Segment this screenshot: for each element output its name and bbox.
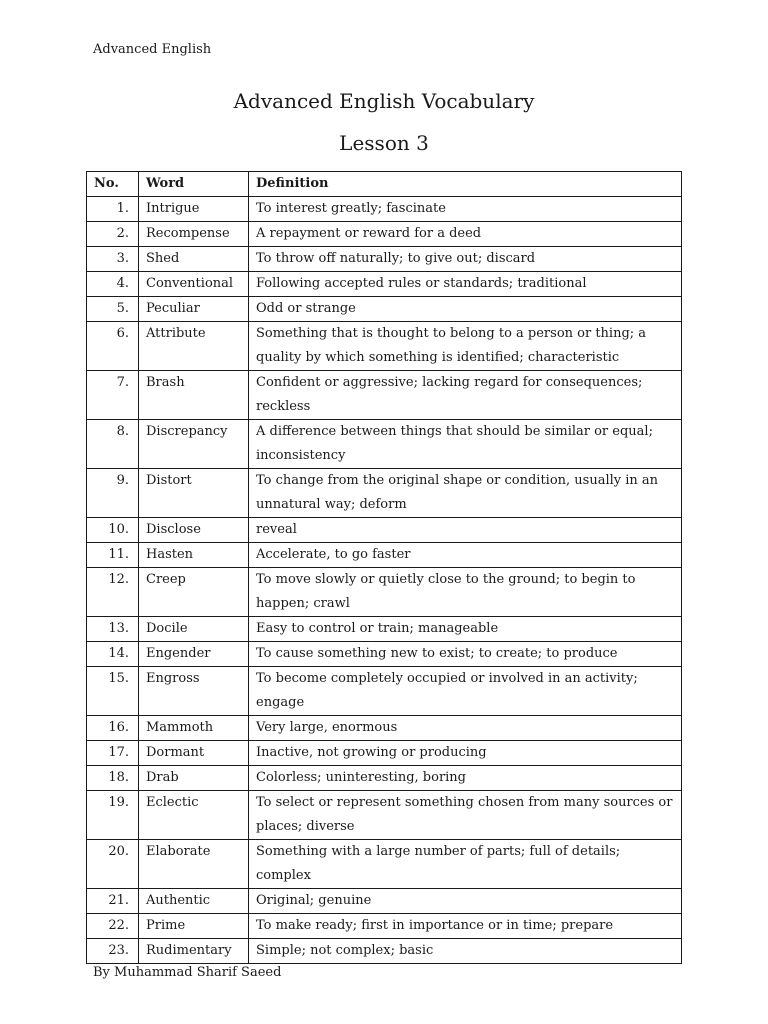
word-definition: Following accepted rules or standards; traditional	[249, 272, 682, 297]
page-footer: By Muhammad Sharif Saeed	[93, 965, 282, 980]
vocabulary-word: Peculiar	[139, 297, 249, 322]
column-header-word: Word	[139, 172, 249, 197]
vocabulary-word: Brash	[139, 371, 249, 420]
vocabulary-word: Discrepancy	[139, 420, 249, 469]
vocabulary-word: Rudimentary	[139, 939, 249, 964]
table-row	[87, 617, 682, 642]
table-header-row	[87, 172, 682, 197]
vocabulary-word: Intrigue	[139, 197, 249, 222]
word-definition: To cause something new to exist; to create; to produce	[249, 642, 682, 667]
row-number: 11.	[87, 543, 139, 568]
row-number: 12.	[87, 568, 139, 617]
row-number: 19.	[87, 791, 139, 840]
vocabulary-table	[86, 171, 682, 964]
table-row	[87, 469, 682, 518]
row-number: 16.	[87, 716, 139, 741]
column-header-definition: Definition	[249, 172, 682, 197]
word-definition: To become completely occupied or involved in an activity; engage	[249, 667, 682, 716]
word-definition: To select or represent something chosen from many sources or places; diverse	[249, 791, 682, 840]
row-number: 7.	[87, 371, 139, 420]
vocabulary-word: Distort	[139, 469, 249, 518]
row-number: 8.	[87, 420, 139, 469]
table-row	[87, 791, 682, 840]
vocabulary-word: Engross	[139, 667, 249, 716]
lesson-subtitle: Lesson 3	[339, 131, 429, 155]
table-row	[87, 518, 682, 543]
vocabulary-word: Attribute	[139, 322, 249, 371]
table-row	[87, 914, 682, 939]
vocabulary-word: Recompense	[139, 222, 249, 247]
vocabulary-word: Conventional	[139, 272, 249, 297]
table-row	[87, 716, 682, 741]
word-definition: reveal	[249, 518, 682, 543]
word-definition: To make ready; first in importance or in time; prepare	[249, 914, 682, 939]
word-definition: Very large, enormous	[249, 716, 682, 741]
vocabulary-word: Drab	[139, 766, 249, 791]
table-row	[87, 222, 682, 247]
row-number: 1.	[87, 197, 139, 222]
vocabulary-word: Shed	[139, 247, 249, 272]
word-definition: Confident or aggressive; lacking regard for consequences; reckless	[249, 371, 682, 420]
table-row	[87, 371, 682, 420]
vocabulary-word: Engender	[139, 642, 249, 667]
vocabulary-word: Mammoth	[139, 716, 249, 741]
column-header-no: No.	[87, 172, 139, 197]
table-row	[87, 667, 682, 716]
table-row	[87, 741, 682, 766]
row-number: 6.	[87, 322, 139, 371]
row-number: 18.	[87, 766, 139, 791]
word-definition: A difference between things that should be similar or equal; inconsistency	[249, 420, 682, 469]
word-definition: Simple; not complex; basic	[249, 939, 682, 964]
table-row	[87, 297, 682, 322]
row-number: 23.	[87, 939, 139, 964]
table-row	[87, 197, 682, 222]
word-definition: Inactive, not growing or producing	[249, 741, 682, 766]
word-definition: To change from the original shape or condition, usually in an unnatural way; deform	[249, 469, 682, 518]
row-number: 21.	[87, 889, 139, 914]
row-number: 15.	[87, 667, 139, 716]
word-definition: Something with a large number of parts; full of details; complex	[249, 840, 682, 889]
row-number: 3.	[87, 247, 139, 272]
vocabulary-table-body	[87, 197, 682, 964]
table-row	[87, 272, 682, 297]
vocabulary-word: Elaborate	[139, 840, 249, 889]
row-number: 5.	[87, 297, 139, 322]
vocabulary-word: Authentic	[139, 889, 249, 914]
row-number: 2.	[87, 222, 139, 247]
word-definition: Accelerate, to go faster	[249, 543, 682, 568]
page-header: Advanced English	[93, 42, 212, 57]
row-number: 14.	[87, 642, 139, 667]
row-number: 20.	[87, 840, 139, 889]
table-row	[87, 889, 682, 914]
word-definition: Colorless; uninteresting, boring	[249, 766, 682, 791]
word-definition: A repayment or reward for a deed	[249, 222, 682, 247]
row-number: 9.	[87, 469, 139, 518]
table-row	[87, 939, 682, 964]
vocabulary-word: Hasten	[139, 543, 249, 568]
word-definition: Odd or strange	[249, 297, 682, 322]
table-row	[87, 543, 682, 568]
vocabulary-word: Eclectic	[139, 791, 249, 840]
table-row	[87, 568, 682, 617]
table-row	[87, 642, 682, 667]
word-definition: Easy to control or train; manageable	[249, 617, 682, 642]
word-definition: To interest greatly; fascinate	[249, 197, 682, 222]
row-number: 13.	[87, 617, 139, 642]
table-row	[87, 840, 682, 889]
word-definition: Original; genuine	[249, 889, 682, 914]
row-number: 4.	[87, 272, 139, 297]
vocabulary-word: Dormant	[139, 741, 249, 766]
table-row	[87, 766, 682, 791]
vocabulary-word: Docile	[139, 617, 249, 642]
word-definition: To throw off naturally; to give out; discard	[249, 247, 682, 272]
row-number: 17.	[87, 741, 139, 766]
word-definition: Something that is thought to belong to a person or thing; a quality by which something is identified; characteristic	[249, 322, 682, 371]
vocabulary-word: Creep	[139, 568, 249, 617]
document-title: Advanced English Vocabulary	[233, 89, 535, 113]
table-row	[87, 247, 682, 272]
table-row	[87, 322, 682, 371]
row-number: 10.	[87, 518, 139, 543]
vocabulary-word: Disclose	[139, 518, 249, 543]
row-number: 22.	[87, 914, 139, 939]
vocabulary-word: Prime	[139, 914, 249, 939]
table-row	[87, 420, 682, 469]
word-definition: To move slowly or quietly close to the ground; to begin to happen; crawl	[249, 568, 682, 617]
